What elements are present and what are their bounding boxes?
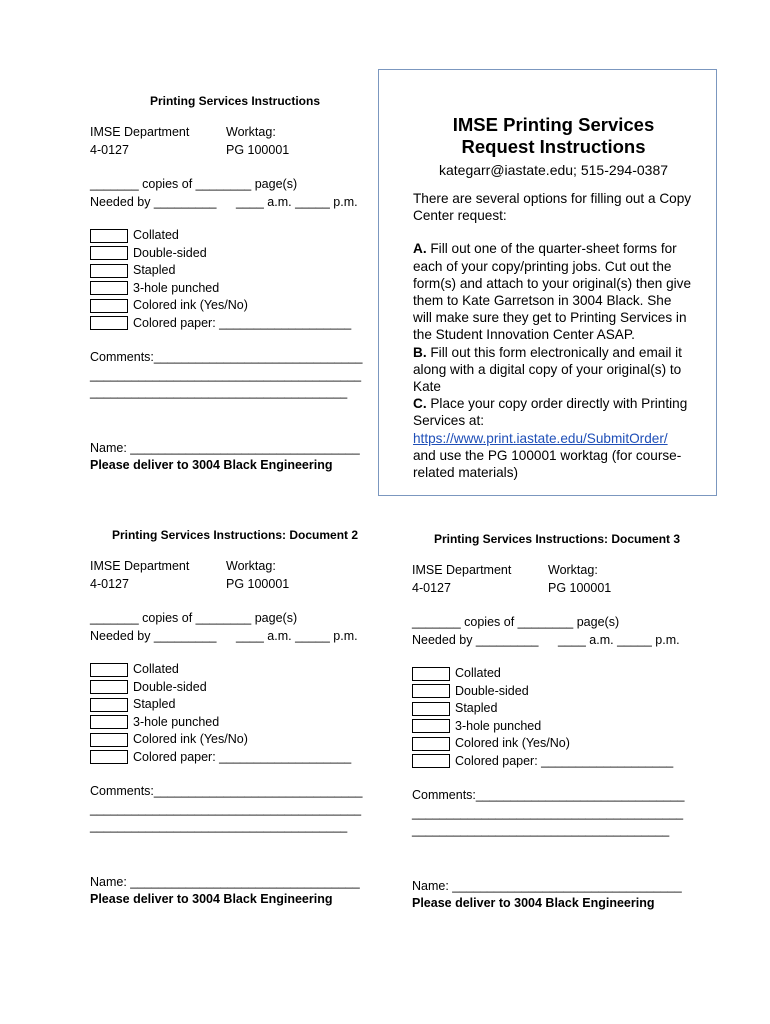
intro-text: There are several options for filling out a Copy Center request: [413, 191, 692, 224]
comments-line: _____________________________________ [90, 385, 348, 399]
worktag-value: PG 100001 [226, 576, 290, 591]
option-stapled[interactable] [412, 700, 702, 718]
comments-field[interactable] [90, 783, 380, 836]
option-label: Colored ink (Yes/No) [455, 736, 570, 750]
checkbox[interactable] [90, 663, 128, 677]
comments-field[interactable] [412, 787, 702, 840]
department-block [412, 562, 702, 597]
option-b-letter: B. [413, 344, 427, 360]
submit-order-link-row [413, 430, 694, 447]
option-colored-ink[interactable] [90, 731, 380, 749]
department-code: 4-0127 [90, 142, 129, 157]
option-c-tail: and use the PG 100001 worktag (for course-related materials) [413, 447, 682, 481]
option-colored-ink[interactable] [90, 297, 380, 315]
option-label: Colored ink (Yes/No) [133, 732, 248, 746]
option-3-hole-punched[interactable] [412, 718, 702, 736]
option-label: Double-sided [455, 683, 529, 698]
options-list [412, 665, 702, 770]
comments-line: _____________________________________ [412, 823, 670, 837]
option-colored-paper[interactable] [90, 749, 380, 767]
instructions-box [378, 69, 717, 496]
form-title: Printing Services Instructions: Document 2 [111, 528, 359, 542]
comments-line: _______________________________________ [90, 367, 362, 382]
option-double-sided[interactable] [90, 245, 380, 263]
checkbox[interactable] [90, 750, 128, 764]
request-form-2 [90, 527, 380, 909]
needed-by-field[interactable]: Needed by _________ [412, 632, 539, 647]
option-collated[interactable] [90, 661, 380, 679]
worktag-value: PG 100001 [548, 580, 612, 595]
department-label: IMSE Department [412, 563, 512, 577]
option-label: Stapled [133, 697, 176, 711]
delivery-note: Please deliver to 3004 Black Engineering [412, 896, 655, 910]
option-label: Colored paper: ___________________ [133, 315, 352, 330]
option-label: Double-sided [133, 679, 207, 694]
contact-info: kategarr@iastate.edu; 515-294-0387 [438, 162, 669, 178]
checkbox[interactable] [412, 719, 450, 733]
option-3-hole-punched[interactable] [90, 280, 380, 298]
options-list [90, 227, 380, 332]
checkbox[interactable] [412, 754, 450, 768]
request-form-1 [90, 93, 380, 475]
option-a-letter: A. [413, 241, 427, 257]
option-c-text: Place your copy order directly with Printing Services at: [413, 396, 688, 429]
checkbox[interactable] [90, 229, 128, 243]
instructions-body [413, 190, 694, 481]
checkbox[interactable] [90, 733, 128, 747]
am-pm-field[interactable]: ____ a.m. _____ p.m. [236, 194, 358, 209]
option-label: Stapled [455, 701, 498, 715]
comments-line: _______________________________________ [90, 801, 362, 816]
option-colored-ink[interactable] [412, 735, 702, 753]
request-form-3 [412, 531, 702, 913]
checkbox[interactable] [90, 715, 128, 729]
delivery-note: Please deliver to 3004 Black Engineering [90, 892, 333, 906]
am-pm-field[interactable]: ____ a.m. _____ p.m. [558, 632, 680, 647]
option-double-sided[interactable] [90, 679, 380, 697]
checkbox[interactable] [412, 684, 450, 698]
name-field[interactable]: Name: _________________________________ [90, 440, 360, 455]
instructions-heading [413, 114, 694, 158]
am-pm-field[interactable]: ____ a.m. _____ p.m. [236, 628, 358, 643]
checkbox[interactable] [90, 680, 128, 694]
option-a-text: Fill out one of the quarter-sheet forms for each of your copy/printing jobs. Cut out the form(s) and attach to your original(s) then give them to Kate Garretson in 3004 Black. She will make sure they get to Printing Services in the Student Innovation Center ASAP. [413, 241, 692, 343]
option-label: 3-hole punched [455, 718, 542, 733]
option-3-hole-punched[interactable] [90, 714, 380, 732]
name-field[interactable]: Name: _________________________________ [412, 878, 682, 893]
checkbox[interactable] [90, 264, 128, 278]
option-a [413, 240, 694, 343]
copies-field[interactable]: _______ copies of ________ page(s) [90, 177, 298, 191]
department-label: IMSE Department [90, 125, 190, 139]
option-c [413, 395, 694, 429]
comments-line: _____________________________________ [90, 819, 348, 833]
copies-field[interactable]: _______ copies of ________ page(s) [90, 611, 298, 625]
needed-by-row [412, 632, 702, 650]
option-collated[interactable] [90, 227, 380, 245]
delivery-note: Please deliver to 3004 Black Engineering [90, 458, 333, 472]
department-label: IMSE Department [90, 559, 190, 573]
option-b [413, 344, 694, 396]
option-double-sided[interactable] [412, 683, 702, 701]
checkbox[interactable] [412, 702, 450, 716]
checkbox[interactable] [90, 281, 128, 295]
option-label: Stapled [133, 263, 176, 277]
form-title: Printing Services Instructions [149, 94, 321, 108]
department-block [90, 124, 380, 159]
department-code: 4-0127 [90, 576, 129, 591]
option-label: Colored paper: ___________________ [133, 749, 352, 764]
option-b-text: Fill out this form electronically and email it along with a digital copy of your original(s) to Kate [413, 344, 682, 395]
checkbox[interactable] [412, 737, 450, 751]
option-label: Colored ink (Yes/No) [133, 298, 248, 312]
worktag-label: Worktag: [226, 559, 276, 573]
needed-by-row [90, 194, 380, 212]
department-block [90, 558, 380, 593]
option-label: 3-hole punched [133, 280, 220, 295]
form-title: Printing Services Instructions: Document 3 [433, 532, 681, 546]
checkbox[interactable] [90, 246, 128, 260]
option-stapled[interactable] [90, 262, 380, 280]
heading-line-1: IMSE Printing Services [452, 114, 655, 135]
option-label: Collated [133, 228, 179, 242]
comments-line: Comments:______________________________ [412, 788, 685, 802]
checkbox[interactable] [90, 299, 128, 313]
checkbox[interactable] [90, 316, 128, 330]
needed-by-row [90, 628, 380, 646]
needed-by-field[interactable]: Needed by _________ [90, 628, 217, 643]
copies-field[interactable]: _______ copies of ________ page(s) [412, 615, 620, 629]
options-list [90, 661, 380, 766]
option-colored-paper[interactable] [412, 753, 702, 771]
option-label: Colored paper: ___________________ [455, 753, 674, 768]
option-label: Collated [133, 662, 179, 676]
worktag-label: Worktag: [226, 125, 276, 139]
heading-line-2: Request Instructions [461, 136, 646, 157]
option-collated[interactable] [412, 665, 702, 683]
option-stapled[interactable] [90, 696, 380, 714]
department-code: 4-0127 [412, 580, 451, 595]
checkbox[interactable] [412, 667, 450, 681]
checkbox[interactable] [90, 698, 128, 712]
worktag-value: PG 100001 [226, 142, 290, 157]
option-label: Collated [455, 666, 501, 680]
option-colored-paper[interactable] [90, 315, 380, 333]
comments-field[interactable] [90, 349, 380, 402]
name-field[interactable]: Name: _________________________________ [90, 874, 360, 889]
submit-order-link[interactable]: https://www.print.iastate.edu/SubmitOrder/ [413, 430, 668, 446]
comments-line: _______________________________________ [412, 805, 684, 820]
option-c-letter: C. [413, 396, 427, 412]
comments-line: Comments:______________________________ [90, 784, 363, 798]
option-label: 3-hole punched [133, 714, 220, 729]
comments-line: Comments:______________________________ [90, 350, 363, 364]
needed-by-field[interactable]: Needed by _________ [90, 194, 217, 209]
option-label: Double-sided [133, 245, 207, 260]
worktag-label: Worktag: [548, 563, 598, 577]
